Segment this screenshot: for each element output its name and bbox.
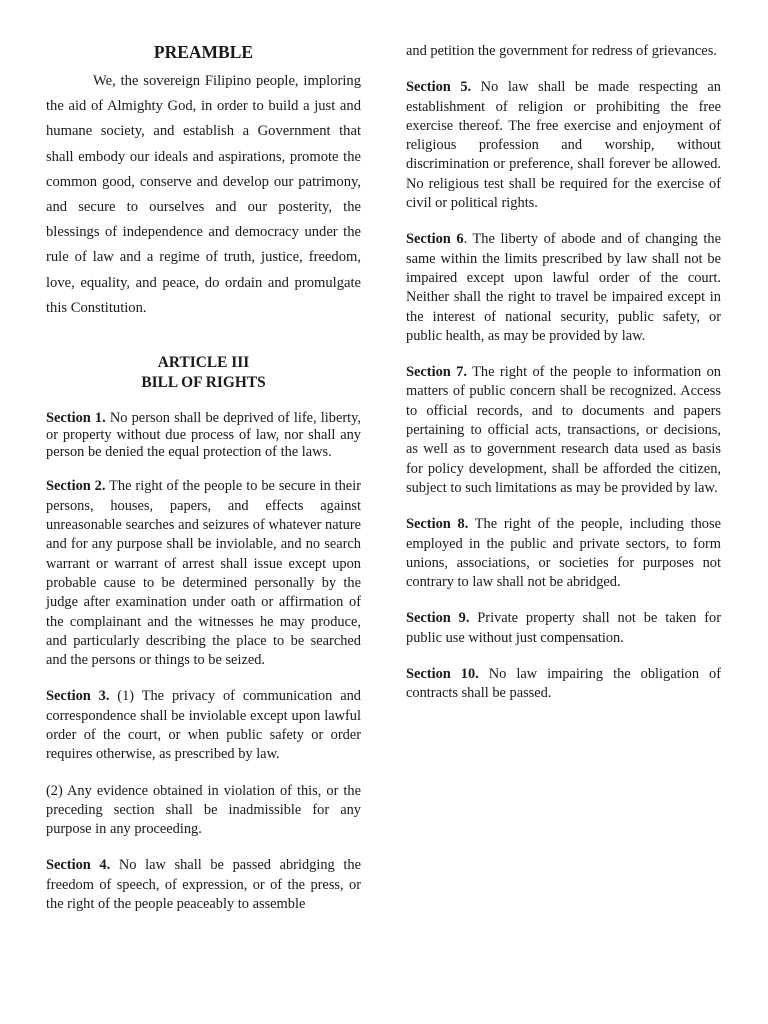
section-text: and petition the government for redress of grievances.: [406, 43, 717, 59]
section-4: [46, 856, 361, 914]
section-3-paragraph-2: [46, 782, 361, 840]
preamble-text: We, the sovereign Filipino people, imploring the aid of Almighty God, in order to build a just and humane society, and establish a Government that shall embody our ideals and aspirations, promote the common good, conserve and develop our patrimony, and secure to ourselves and our posterity, the blessings of independence and democracy under the rule of law and a regime of truth, justice, freedom, love, equality, and peace, do ordain and promulgate this Constitution.: [46, 73, 361, 316]
article-subtitle: BILL OF RIGHTS: [141, 373, 266, 391]
section-text: The right of the people, including those employed in the public and private sectors, to form unions, associations, or societies for purposes not contrary to law shall not be abridged.: [406, 516, 721, 591]
right-column: [406, 42, 721, 721]
section-label: Section 9.: [406, 610, 470, 627]
section-text: No person shall be deprived of life, liberty, or property without due process of law, nor shall any person be denied the equal protection of the laws.: [46, 410, 361, 460]
section-label: Section 7.: [406, 364, 467, 381]
section-1: [46, 410, 361, 460]
section-text: (1) The privacy of communication and correspondence shall be inviolable except upon lawful order of the court, or when public safety or order requires otherwise, as prescribed by law.: [46, 688, 361, 763]
section-4-continued: [406, 42, 721, 61]
section-text: The right of the people to information on matters of public concern shall be recognized. Access to official records, and to documents and papers pertaining to official acts, transactions, or decisions, as well as to government research data used as basis for policy development, shall be afforded the citizen, subject to such limitations as may be provided by law.: [406, 364, 721, 496]
section-label: Section 4.: [46, 857, 111, 874]
section-9: [406, 609, 721, 648]
section-3: [46, 687, 361, 764]
left-column: [46, 40, 361, 931]
section-2: [46, 477, 361, 670]
article-title: ARTICLE III: [157, 354, 250, 372]
section-text: No law impairing the obligation of contracts shall be passed.: [406, 666, 721, 702]
section-5: [406, 78, 721, 213]
section-text: The right of the people to be secure in their persons, houses, papers, and effects against unreasonable searches and seizures of whatever nature and for any purpose shall be inviolable, and no search warrant or warrant of arrest shall issue except upon probable cause to be determined personally by the judge after examination under oath or affirmation of the complainant and the witnesses he may produce, and particularly describing the place to be searched and the persons or things to be seized.: [46, 478, 361, 669]
section-label: Section 6: [406, 231, 464, 248]
section-label: Section 1.: [46, 410, 106, 427]
section-10: [406, 665, 721, 704]
section-text: (2) Any evidence obtained in violation of this, or the preceding section shall be inadmissible for any purpose in any proceeding.: [46, 782, 361, 838]
section-6: [406, 230, 721, 346]
section-label: Section 5.: [406, 79, 472, 96]
section-label: Section 3.: [46, 688, 110, 705]
section-8: [406, 515, 721, 592]
section-text: No law shall be passed abridging the freedom of speech, of expression, or of the press, or the right of the people peaceably to assemble: [46, 857, 361, 913]
section-label: Section 8.: [406, 516, 469, 533]
preamble-title: PREAMBLE: [153, 42, 254, 62]
article-heading: [46, 353, 361, 392]
section-label: Section 2.: [46, 478, 106, 495]
section-text: . The liberty of abode and of changing the same within the limits prescribed by law shall not be impaired except upon lawful order of the court. Neither shall the right to travel be impaired except in the interest of national security, public safety, or public health, as may be provided by law.: [406, 231, 722, 344]
section-text: No law shall be made respecting an establishment of religion or prohibiting the free exercise thereof. The free exercise and enjoyment of religious profession and worship, without discrimination or preference, shall forever be allowed. No religious test shall be required for the exercise of civil or political rights.: [406, 79, 721, 212]
section-7: [406, 363, 721, 498]
section-label: Section 10.: [406, 666, 479, 683]
section-text: Private property shall not be taken for public use without just compensation.: [406, 610, 721, 646]
